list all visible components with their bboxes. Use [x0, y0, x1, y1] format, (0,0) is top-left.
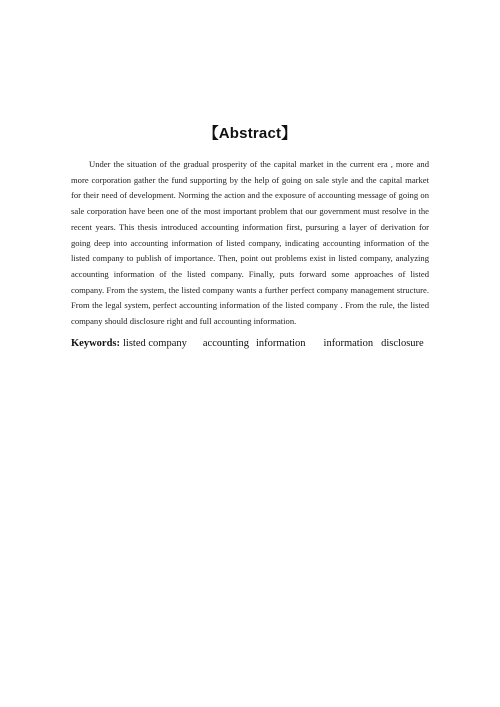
- keyword-item: information: [323, 338, 374, 349]
- keyword-item: listed company: [123, 338, 187, 349]
- abstract-heading: 【Abstract】: [203, 125, 297, 142]
- keywords-label: Keywords:: [71, 338, 120, 349]
- keyword-item: information: [255, 338, 306, 349]
- keyword-item: disclosure: [381, 338, 424, 349]
- abstract-body: Under the situation of the gradual prosperity of the capital market in the current era , more and more corporation gather the fund supporting by the help of going on sale style and the capital market for their need of development. Norming the action and the exposure of accounting message of going on sale corporation have been one of the most important problem that our government must resolve in the recent years. This thesis introduced accounting information first, pursuring a layer of derivation for going deep into accounting information of listed company, indicating accounting information of the listed company to publish of importance. Then, point out problems exist in listed company, analyzing accounting information of the listed company. Finally, puts forward some approaches of listed company. From the system, the listed company wants a further perfect company management structure. From the legal system, perfect accounting information of the listed company . From the rule, the listed company should disclosure right and full accounting information.: [71, 159, 429, 327]
- keyword-item: accounting: [202, 338, 249, 349]
- keywords-line: [71, 338, 451, 349]
